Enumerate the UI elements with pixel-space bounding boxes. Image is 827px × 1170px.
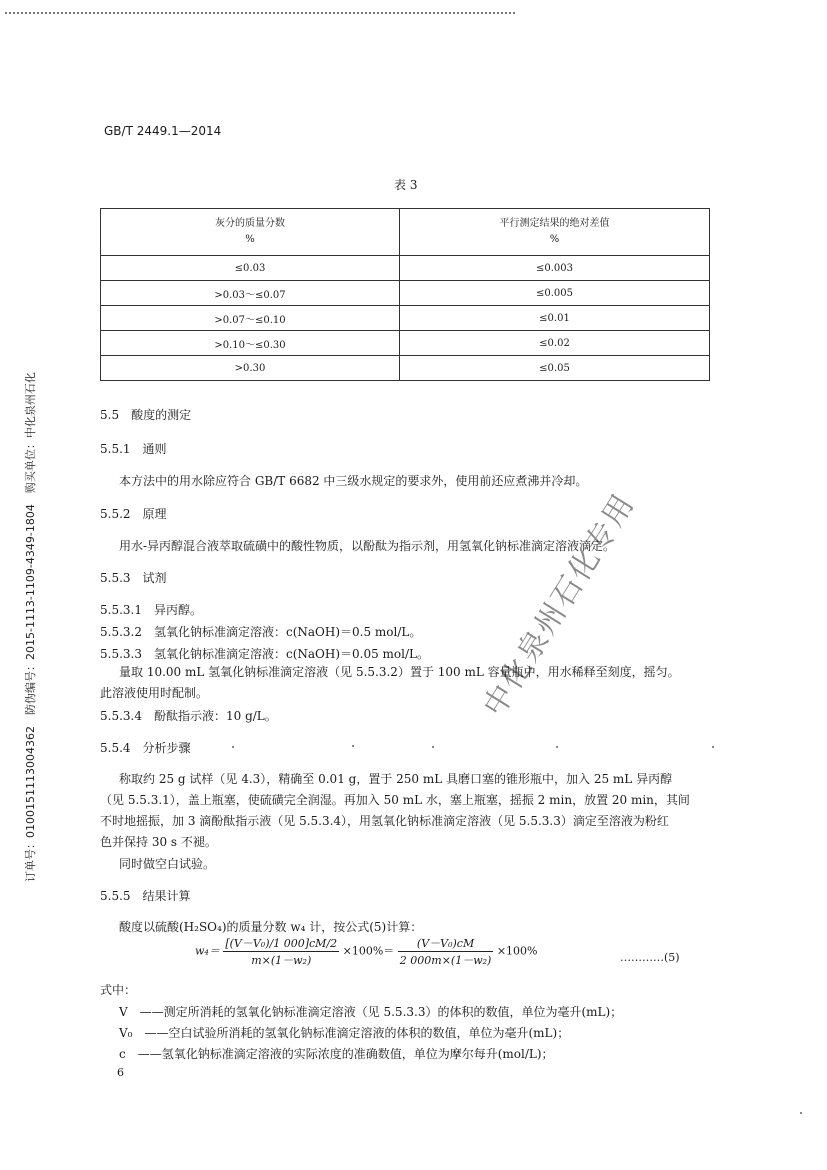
order-stamp-vertical: 订单号：0100151113004362 防伪编号：2015-1113-1109-4349-1804 购买单位：中化泉州石化 xyxy=(24,372,37,882)
variable-definition: V₀ ——空白试验所消耗的氢氧化钠标准滴定溶液的体积的数值，单位为毫升(mL)； xyxy=(119,1026,570,1040)
subsection-heading: 5.5.3 试剂 xyxy=(100,571,167,585)
table-row xyxy=(101,356,710,381)
table-cell: ≤0.03 xyxy=(101,256,400,281)
clause: 5.5.3.1 异丙醇。 xyxy=(100,603,202,617)
column-header-label: 灰分的质量分数 xyxy=(215,218,285,229)
scan-speck xyxy=(712,746,714,748)
formula-5 xyxy=(195,935,538,968)
paragraph: 色并保持 30 s 不褪。 xyxy=(100,835,217,849)
clause: 5.5.3.3 氢氧化钠标准滴定溶液：c(NaOH)＝0.05 mol/L。 xyxy=(100,647,430,661)
subsection-heading: 5.5.1 通则 xyxy=(100,442,167,456)
paragraph: 不时地摇振，加 3 滴酚酞指示液（见 5.5.3.4），用氢氧化钠标准滴定溶液（见 5.5.3.3）滴定至溶液为粉红 xyxy=(100,814,669,828)
table-3 xyxy=(100,208,710,381)
scan-speck xyxy=(432,746,434,748)
table-cell: ≤0.01 xyxy=(400,306,710,331)
variable-definition: c ——氢氧化钠标准滴定溶液的实际浓度的准确数值，单位为摩尔每升(mol/L)； xyxy=(119,1047,554,1061)
paragraph: 酸度以硫酸(H₂SO₄)的质量分数 w₄ 计，按公式(5)计算： xyxy=(119,920,423,934)
fraction-denominator: m×(1－w₂) xyxy=(251,954,312,967)
table-cell: ≤0.05 xyxy=(400,356,710,381)
column-header-difference xyxy=(400,209,710,256)
paragraph: 用水-异丙醇混合液萃取硫磺中的酸性物质，以酚酞为指示剂，用氢氧化钠标准滴定溶液滴定。 xyxy=(119,539,616,553)
paragraph: 本方法中的用水除应符合 GB/T 6682 中三级水规定的要求外，使用前还应煮沸并冷却。 xyxy=(119,474,588,488)
table-row xyxy=(101,331,710,356)
scan-top-border xyxy=(5,12,515,14)
scan-speck xyxy=(800,1112,802,1114)
formula-operator: ×100%＝ xyxy=(342,944,395,958)
subsection-heading: 5.5.4 分析步骤 xyxy=(100,741,191,755)
column-header-unit: % xyxy=(245,234,255,245)
scan-speck xyxy=(232,746,234,748)
column-header-label: 平行测定结果的绝对差值 xyxy=(499,218,610,229)
table-cell: ≤0.005 xyxy=(400,281,710,306)
page-number: 6 xyxy=(117,1066,124,1079)
scan-speck xyxy=(556,746,558,748)
table-cell: >0.30 xyxy=(101,356,400,381)
table-row xyxy=(101,281,710,306)
formula-lhs: w₄＝ xyxy=(195,944,220,958)
table-title: 表 3 xyxy=(394,178,418,192)
equation-number: …………(5) xyxy=(620,951,680,964)
variable-definition: V ——测定所消耗的氢氧化钠标准滴定溶液（见 5.5.3.3）的体积的数值，单位为毫升(mL)； xyxy=(119,1005,623,1019)
paragraph: 同时做空白试验。 xyxy=(119,857,216,871)
standard-code: GB/T 2449.1—2014 xyxy=(104,124,222,138)
watermark-stamp: 中化泉州石化专用 xyxy=(476,487,643,723)
clause: 5.5.3.4 酚酞指示液：10 g/L。 xyxy=(100,709,277,723)
table-cell: ≤0.02 xyxy=(400,331,710,356)
section-heading: 5.5 酸度的测定 xyxy=(100,408,192,422)
paragraph: 量取 10.00 mL 氢氧化钠标准滴定溶液（见 5.5.3.2）置于 100 mL 容量瓶中，用水稀释至刻度，摇匀。 xyxy=(119,665,680,679)
table-row xyxy=(101,306,710,331)
clause: 5.5.3.2 氢氧化钠标准滴定溶液：c(NaOH)＝0.5 mol/L。 xyxy=(100,625,422,639)
scan-speck xyxy=(352,745,354,747)
column-header-unit: % xyxy=(549,234,560,245)
formula-operator: ×100% xyxy=(496,944,538,958)
table-cell: ≤0.003 xyxy=(400,256,710,281)
fraction-numerator: (V－V₀)cM xyxy=(398,935,494,952)
paragraph: 此溶液使用时配制。 xyxy=(100,686,209,700)
fraction-denominator: 2 000m×(1－w₂) xyxy=(399,954,492,967)
fraction-numerator: [(V－V₀)/1 000]cM/2 xyxy=(225,937,338,950)
subsection-heading: 5.5.2 原理 xyxy=(100,507,167,521)
formula-fraction-1 xyxy=(223,935,339,968)
table-cell: >0.10～≤0.30 xyxy=(101,331,400,356)
table-cell: >0.07～≤0.10 xyxy=(101,306,400,331)
column-header-ash xyxy=(101,209,400,256)
subsection-heading: 5.5.5 结果计算 xyxy=(100,889,191,903)
paragraph: 称取约 25 g 试样（见 4.3），精确至 0.01 g，置于 250 mL 具磨口塞的锥形瓶中，加入 25 mL 异丙醇 xyxy=(119,772,673,786)
table-cell: >0.03～≤0.07 xyxy=(101,281,400,306)
paragraph: （见 5.5.3.1），盖上瓶塞，使硫磺完全润湿。再加入 50 mL 水，塞上瓶塞，摇振 2 min，放置 20 min，其间 xyxy=(100,793,690,807)
table-row xyxy=(101,256,710,281)
formula-fraction-2 xyxy=(398,935,494,968)
where-label: 式中： xyxy=(100,983,137,997)
table-header-row xyxy=(101,209,710,256)
